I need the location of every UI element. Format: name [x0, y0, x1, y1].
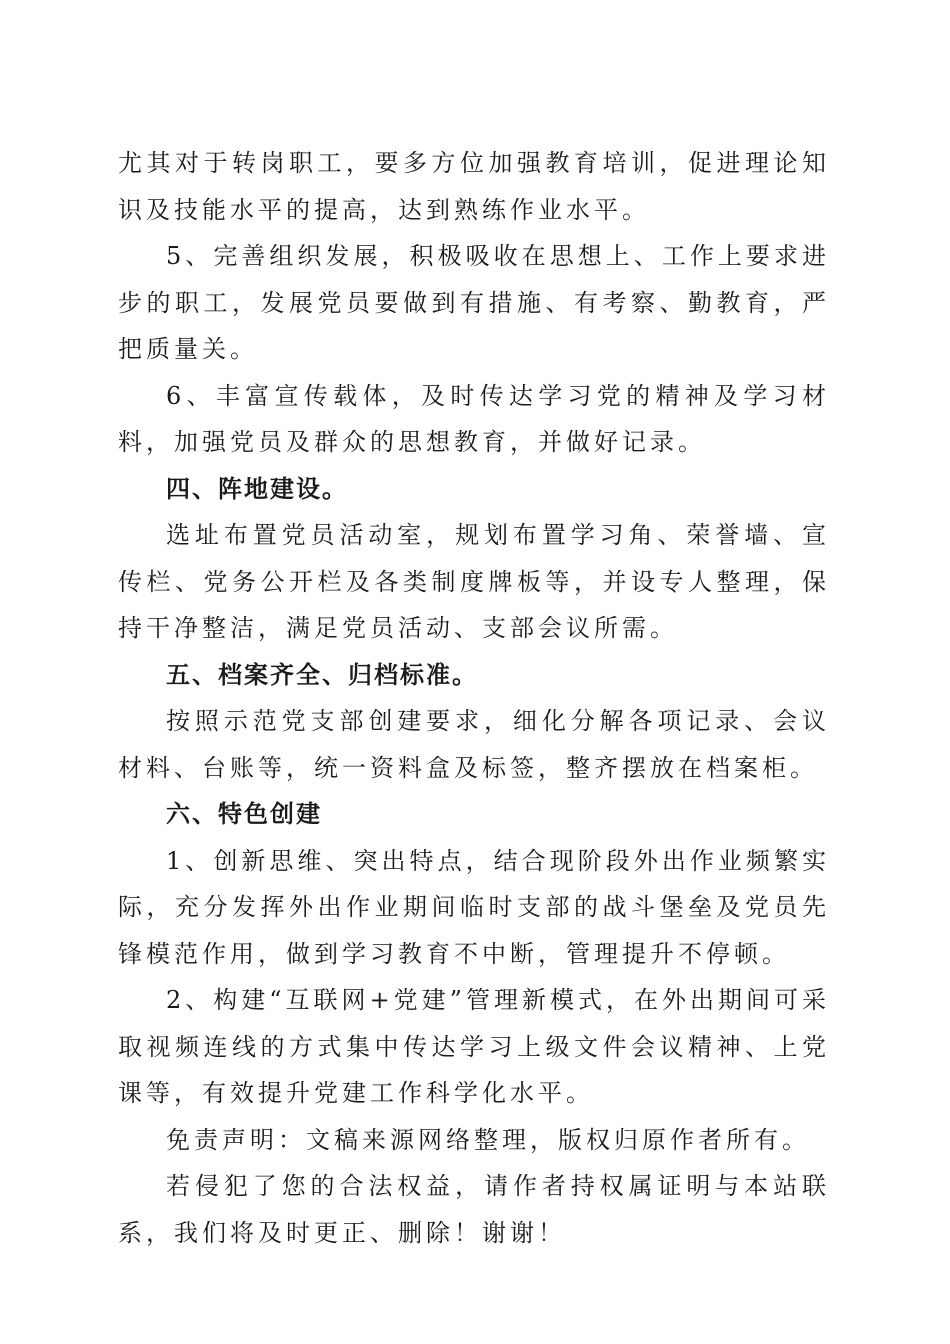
paragraph-section-6-item-2: 2、构建“互联网+党建”管理新模式，在外出期间可采取视频连线的方式集中传达学习上级文件会议精神、上党课等，有效提升党建工作科学化水平。 [118, 986, 830, 1107]
paragraph-item-5: 5、完善组织发展，积极吸收在思想上、工作上要求进步的职工，发展党员要做到有措施、有考察、勤教育，严把质量关。 [118, 242, 830, 363]
paragraph-continuation: 尤其对于转岗职工，要多方位加强教育培训，促进理论知识及技能水平的提高，达到熟练作业水平。 [118, 149, 830, 224]
section-heading-4: 四、阵地建设。 [166, 474, 348, 503]
paragraph-item-6: 6、丰富宣传载体，及时传达学习党的精神及学习材料，加强党员及群众的思想教育，并做好记录。 [118, 381, 830, 456]
paragraph-section-6-item-1: 1、创新思维、突出特点，结合现阶段外出作业频繁实际，充分发挥外出作业期间临时支部的战斗堡垒及党员先锋模范作用，做到学习教育不中断，管理提升不停顿。 [118, 846, 830, 968]
disclaimer-line-2: 若侵犯了您的合法权益，请作者持权属证明与本站联系，我们将及时更正、删除！谢谢！ [118, 1172, 830, 1247]
document-body [118, 140, 830, 1256]
paragraph-section-4: 选址布置党员活动室，规划布置学习角、荣誉墙、宣传栏、党务公开栏及各类制度牌板等，并设专人整理，保持干净整洁，满足党员活动、支部会议所需。 [118, 521, 830, 642]
section-heading-5: 五、档案齐全、归档标准。 [166, 660, 478, 689]
section-heading-6: 六、特色创建 [166, 800, 322, 828]
disclaimer-line-1: 免责声明：文稿来源网络整理，版权归原作者所有。 [166, 1125, 810, 1154]
paragraph-section-5: 按照示范党支部创建要求，细化分解各项记录、会议材料、台账等，统一资料盒及标签，整齐摆放在档案柜。 [118, 707, 830, 782]
